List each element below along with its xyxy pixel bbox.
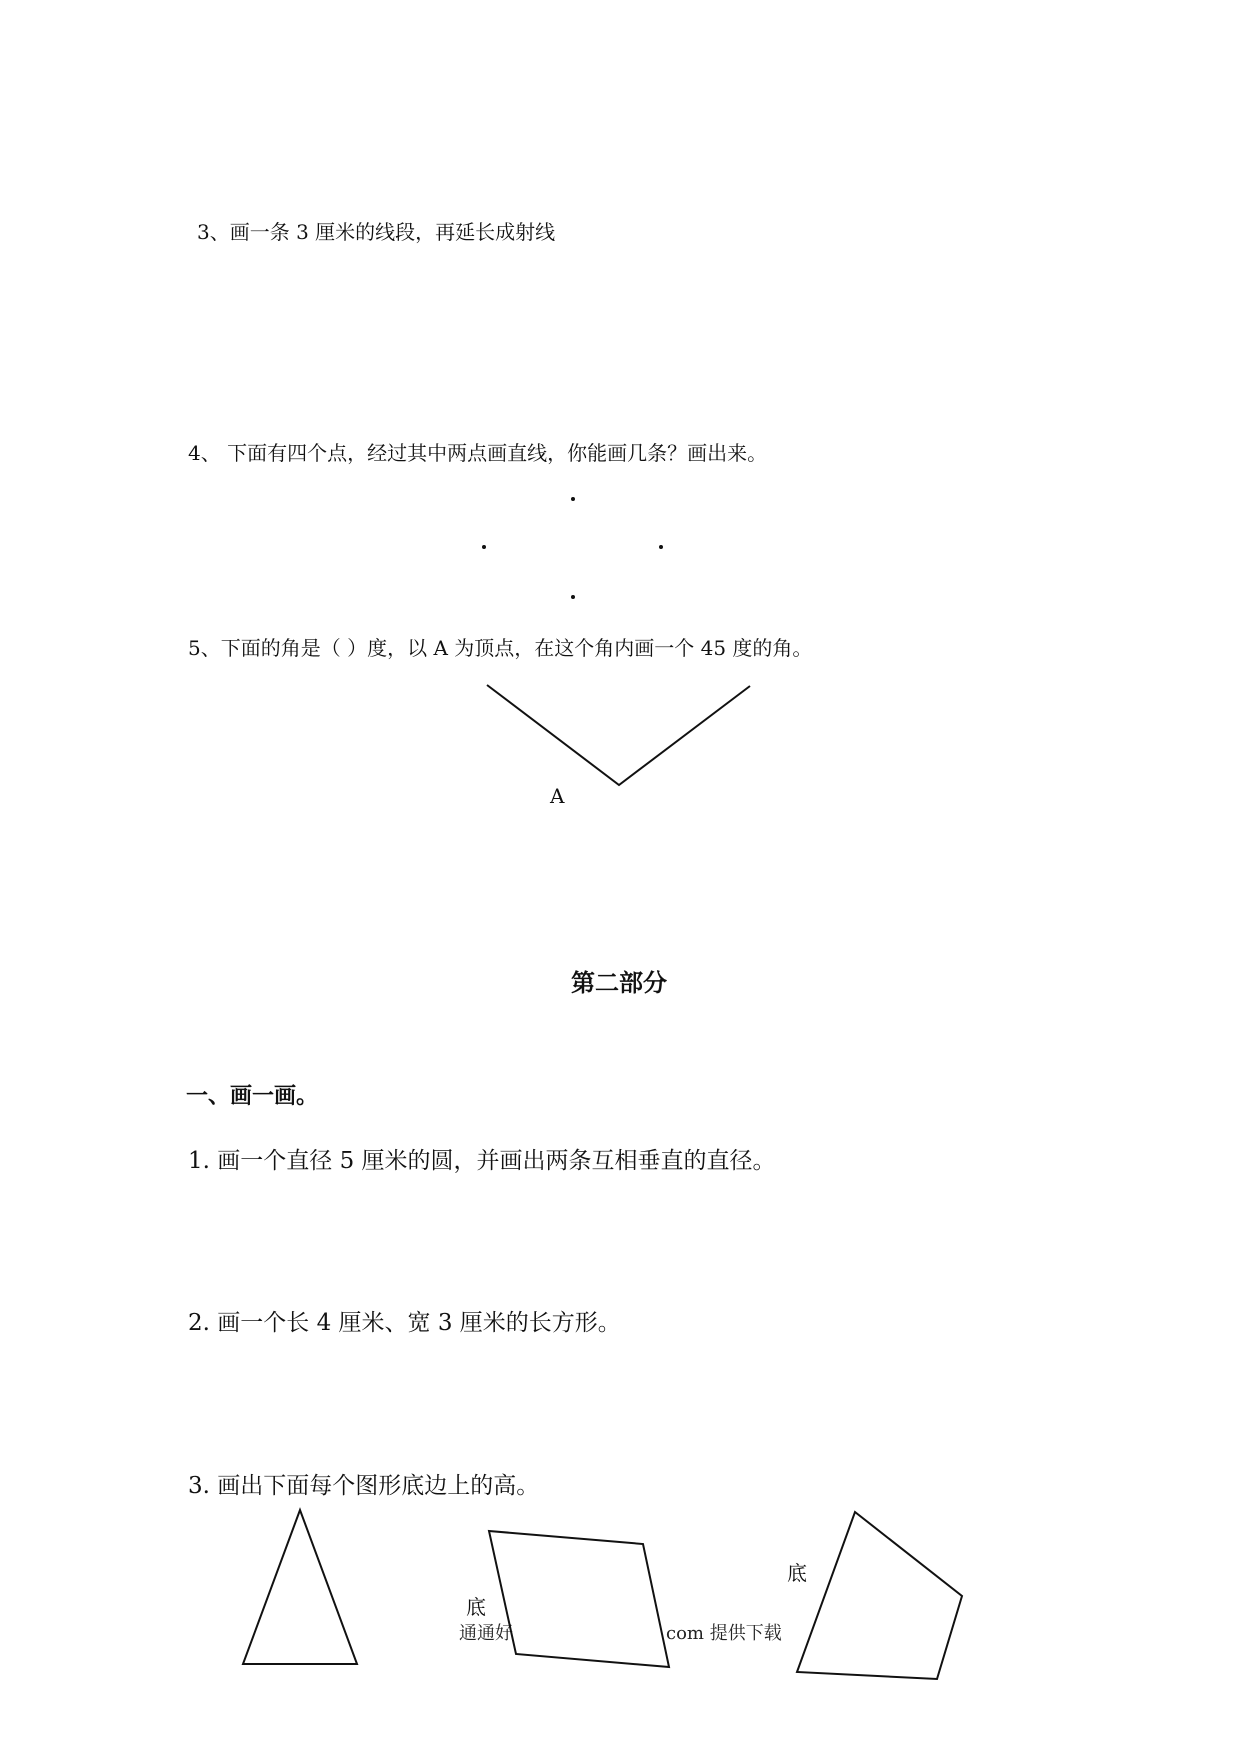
- question-1-circle: 1. 画一个直径 5 厘米的圆，并画出两条互相垂直的直径。: [188, 1148, 776, 1174]
- triangle-figure: [243, 1510, 357, 1664]
- parallelogram-figure: [489, 1531, 669, 1667]
- point-bottom: [571, 595, 575, 599]
- base-label-quadrilateral: 底: [787, 1561, 807, 1585]
- part-two-title: 第二部分: [571, 969, 667, 997]
- point-left: [482, 545, 486, 549]
- point-top: [571, 497, 575, 501]
- question-5-angle: 5、下面的角是（ ）度，以 A 为顶点，在这个角内画一个 45 度的角。: [188, 636, 813, 660]
- question-3-line-segment: 3、画一条 3 厘米的线段，再延长成射线: [197, 220, 556, 244]
- angle-figure: [487, 685, 750, 785]
- quadrilateral-figure: [797, 1512, 962, 1679]
- question-3-heights: 3. 画出下面每个图形底边上的高。: [188, 1473, 540, 1499]
- watermark-right: com 提供下载: [666, 1623, 782, 1644]
- angle-vertex-label: A: [550, 784, 565, 808]
- watermark-left: 通通好: [459, 1623, 513, 1644]
- section-heading-draw: 一、画一画。: [186, 1084, 319, 1109]
- question-4-four-points: 4、 下面有四个点，经过其中两点画直线，你能画几条？画出来。: [188, 441, 768, 465]
- point-right: [659, 545, 663, 549]
- question-2-rectangle: 2. 画一个长 4 厘米、宽 3 厘米的长方形。: [188, 1310, 621, 1336]
- base-label-parallelogram: 底: [466, 1595, 486, 1619]
